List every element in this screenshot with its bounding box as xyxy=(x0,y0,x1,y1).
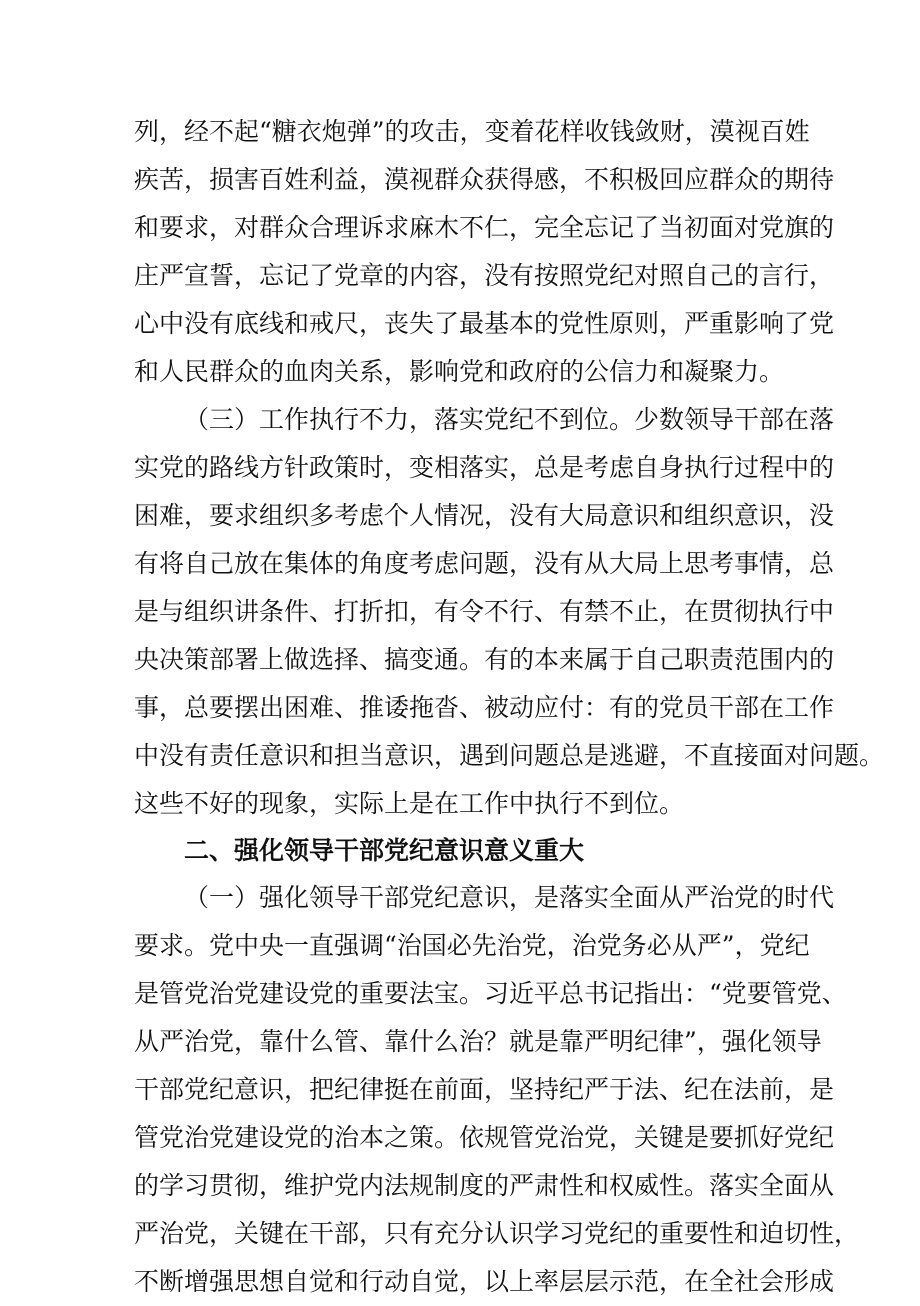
paragraph-line: 和要求，对群众合理诉求麻木不仁，完全忘记了当初面对党旗的 xyxy=(134,213,835,242)
paragraph-line: 不断增强思想自觉和行动自觉，以上率层层示范，在全社会形成 xyxy=(134,1267,835,1296)
paragraph-line: 庄严宣誓，忘记了党章的内容，没有按照党纪对照自己的言行， xyxy=(134,261,835,290)
paragraph-line: 实党的路线方针政策时，变相落实，总是考虑自身执行过程中的 xyxy=(134,453,835,482)
paragraph-line: （一）强化领导干部党纪意识，是落实全面从严治党的时代 xyxy=(184,883,835,912)
paragraph-line: （三）工作执行不力，落实党纪不到位。少数领导干部在落 xyxy=(184,405,835,434)
paragraph-line: 严治党，关键在干部，只有充分认识学习党纪的重要性和迫切性， xyxy=(134,1219,860,1248)
paragraph-line: 干部党纪意识，把纪律挺在前面，坚持纪严于法、纪在法前，是 xyxy=(134,1075,835,1104)
paragraph-line: 的学习贯彻，维护党内法规制度的严肃性和权威性。落实全面从 xyxy=(134,1171,835,1200)
paragraph-line: 是与组织讲条件、打折扣，有令不行、有禁不止，在贯彻执行中 xyxy=(134,597,835,626)
paragraph-line: 央决策部署上做选择、搞变通。有的本来属于自己职责范围内的 xyxy=(134,645,835,674)
paragraph-line: 是管党治党建设党的重要法宝。习近平总书记指出：“党要管党、 xyxy=(134,979,847,1008)
paragraph-line: 和人民群众的血肉关系，影响党和政府的公信力和凝聚力。 xyxy=(134,357,785,386)
paragraph-line: 中没有责任意识和担当意识，遇到问题总是逃避，不直接面对问题。 xyxy=(134,741,885,770)
document-body xyxy=(134,108,885,1306)
paragraph-line: 事，总要摆出困难、推诿拖沓、被动应付：有的党员干部在工作 xyxy=(134,693,835,722)
paragraph-line: 这些不好的现象，实际上是在工作中执行不到位。 xyxy=(134,789,685,818)
paragraph-line: 心中没有底线和戒尺，丧失了最基本的党性原则，严重影响了党 xyxy=(134,309,835,338)
paragraph-line: 疾苦，损害百姓利益，漠视群众获得感，不积极回应群众的期待 xyxy=(134,165,835,194)
paragraph-line: 管党治党建设党的治本之策。依规管党治党，关键是要抓好党纪 xyxy=(134,1123,835,1152)
paragraph-line: 从严治党，靠什么管、靠什么治？就是靠严明纪律”，强化领导 xyxy=(134,1027,822,1056)
paragraph-line: 有将自己放在集体的角度考虑问题，没有从大局上思考事情，总 xyxy=(134,549,835,578)
section-heading: 二、强化领导干部党纪意识意义重大 xyxy=(184,836,585,865)
paragraph-line: 困难，要求组织多考虑个人情况，没有大局意识和组织意识，没 xyxy=(134,501,835,530)
paragraph-line: 要求。党中央一直强调“治国必先治党，治党务必从严”，党纪 xyxy=(134,931,810,960)
paragraph-line: 列，经不起“糖衣炮弹”的攻击，变着花样收钱敛财，漠视百姓 xyxy=(134,117,810,146)
